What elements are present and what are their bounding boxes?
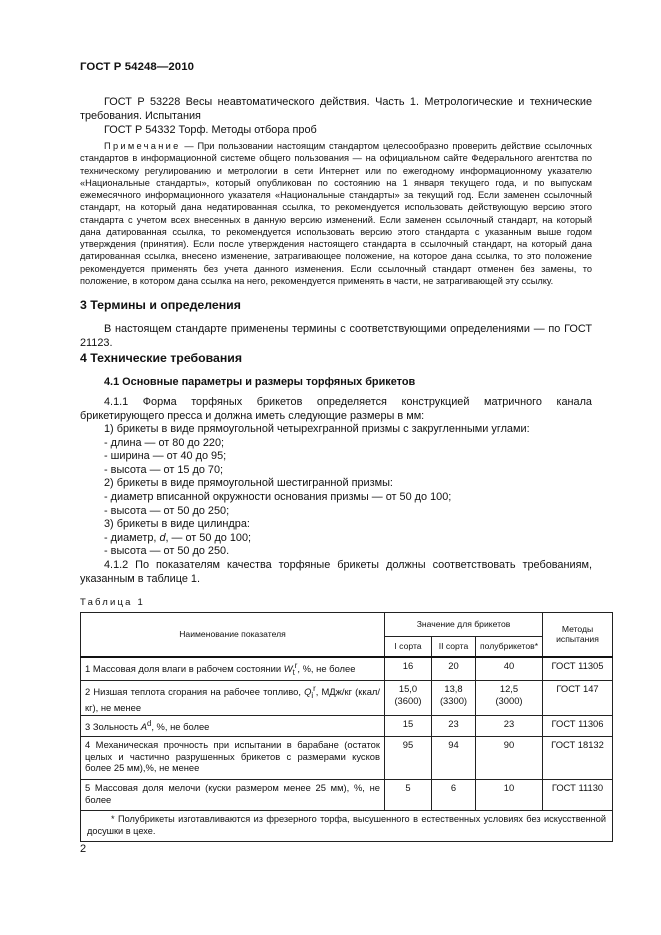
- list-item: - ширина — от 40 до 95;: [104, 450, 227, 463]
- header-methods: Методы испытания: [543, 613, 613, 657]
- list-item: - высота — от 50 до 250.: [104, 545, 230, 558]
- cell-grade-1: 16: [385, 657, 432, 681]
- table-row: [81, 780, 613, 811]
- header-grade-1: I сорта: [385, 637, 432, 657]
- list-item: - высота — от 50 до 250;: [104, 504, 230, 517]
- cell-grade-1: 15: [385, 716, 432, 737]
- table-row: [81, 737, 613, 780]
- note-text: — При пользовании настоящим стандартом целесообразно проверить действие ссылочных стандартов в информационной системе общего пользования — на официальном сайте Федерального агентства по техническому регулированию и метрологии в сети Интернет или по ежегодному информационному указателю «Национальные стандарты», который опубликован по состоянию на 1 января текущего года, и по выпускам ежемесячного информационного указателя «Национальные стандарты» за текущий год. Если заменен ссылочный стандарт, на который дана недатированная ссылка, то рекомендуется использовать действующую версию этого стандарта с учетом всех внесенных в данную версию изменений. Если заменен ссылочный стандарт, на который дана датированная ссылка, то рекомендуется использовать версию этого стандарта с указанным выше годом утверждения (принятия). Если после утверждения настоящего стандарта в ссылочный стандарт, на который дана датированная ссылка, внесено изменение, затрагивающее положение, на которое дана ссылка, то это положение рекомендуется применять без учета данного изменения. Если ссылочный стандарт отменен без замены, то положение, в котором дана ссылка на него, рекомендуется применять в части, не затрагивающей эту ссылку.: [80, 141, 592, 286]
- header-indicator-name: Наименование показателя: [81, 613, 385, 657]
- cell-method: ГОСТ 147: [543, 681, 613, 716]
- row-name: 2 Низшая теплота сгорания на рабочее топливо, $Q_i^r$, МДж/кг (ккал/кг), не менее: [81, 681, 385, 716]
- row-name: 5 Массовая доля мелочи (куски размером менее 25 мм), %, не более: [81, 780, 385, 811]
- list-item: - диаметр вписанной окружности основания призмы — от 50 до 100;: [104, 491, 452, 503]
- paragraph-4-1-1: 4.1.1 Форма торфяных брикетов определяется конструкцией матричного канала брикетирующего пресса и должна иметь следующие размеры в мм:: [80, 396, 592, 422]
- reference-gost-53228: ГОСТ Р 53228 Весы неавтоматического действия. Часть 1. Метрологические и технические требования. Испытания: [80, 96, 592, 122]
- list-item: 3) брикеты в виде цилиндра:: [104, 518, 250, 531]
- cell-method: ГОСТ 18132: [543, 737, 613, 780]
- subsection-4-1-title: 4.1 Основные параметры и размеры торфяных брикетов: [104, 376, 416, 388]
- header-semi-briquettes: полубрикетов*: [476, 637, 543, 657]
- page-number: 2: [80, 843, 87, 855]
- cell-semi: 12,5 (3000): [476, 681, 543, 716]
- row-name: 3 Зольность $A^d$, %, не более: [81, 716, 385, 737]
- table-caption: Таблица 1: [80, 597, 145, 608]
- cell-method: ГОСТ 11130: [543, 780, 613, 811]
- list-item: - высота — от 15 до 70;: [104, 463, 224, 476]
- table-footnote: * Полубрикеты изготавливаются из фрезерного торфа, высушенного в естественных условиях без искусственной досушки в цехе.: [81, 811, 613, 842]
- cell-grade-1: 5: [385, 780, 432, 811]
- table-footnote-row: [81, 811, 613, 842]
- table-row: [81, 716, 613, 737]
- cell-grade-1: 95: [385, 737, 432, 780]
- cell-method: ГОСТ 11306: [543, 716, 613, 737]
- row-name: 1 Массовая доля влаги в рабочем состоянии $W_t^r$, %, не более: [81, 657, 385, 681]
- cell-grade-1: 15,0 (3600): [385, 681, 432, 716]
- note-paragraph: [80, 140, 592, 287]
- row-name: 4 Механическая прочность при испытании в барабане (остаток целых и частично разрушенных брикетов с размерами кусков более 25 мм),%, не менее: [81, 737, 385, 780]
- reference-gost-54332: ГОСТ Р 54332 Торф. Методы отбора проб: [104, 124, 317, 136]
- section-3-title: 3 Термины и определения: [80, 298, 241, 312]
- section-4-title: 4 Технические требования: [80, 351, 242, 365]
- cell-semi: 40: [476, 657, 543, 681]
- note-label: Примечание: [104, 141, 181, 151]
- cell-semi: 10: [476, 780, 543, 811]
- header-grade-2: II сорта: [432, 637, 476, 657]
- cell-grade-2: 20: [432, 657, 476, 681]
- list-item-diameter: - диаметр, d, — от 50 до 100;: [104, 531, 252, 544]
- section-3-text: В настоящем стандарте применены термины с соответствующими определениями — по ГОСТ 21123.: [80, 323, 592, 349]
- header-values: Значение для брикетов: [385, 613, 543, 637]
- cell-semi: 23: [476, 716, 543, 737]
- list-item: - длина — от 80 до 220;: [104, 436, 225, 449]
- cell-method: ГОСТ 11305: [543, 657, 613, 681]
- table-row: [81, 657, 613, 681]
- diameter-variable: d: [159, 531, 166, 544]
- cell-grade-2: 6: [432, 780, 476, 811]
- cell-grade-2: 94: [432, 737, 476, 780]
- table-1: [80, 612, 613, 842]
- list-item: 2) брикеты в виде прямоугольной шестигранной призмы:: [104, 477, 393, 490]
- cell-grade-2: 13,8 (3300): [432, 681, 476, 716]
- table-row: [81, 681, 613, 716]
- document-code: ГОСТ Р 54248—2010: [80, 61, 195, 73]
- paragraph-4-1-2: 4.1.2 По показателям качества торфяные брикеты должны соответствовать требованиям, указанным в таблице 1.: [80, 559, 592, 585]
- list-item: 1) брикеты в виде прямоугольной четырехгранной призмы с закругленными углами:: [104, 423, 530, 435]
- cell-semi: 90: [476, 737, 543, 780]
- cell-grade-2: 23: [432, 716, 476, 737]
